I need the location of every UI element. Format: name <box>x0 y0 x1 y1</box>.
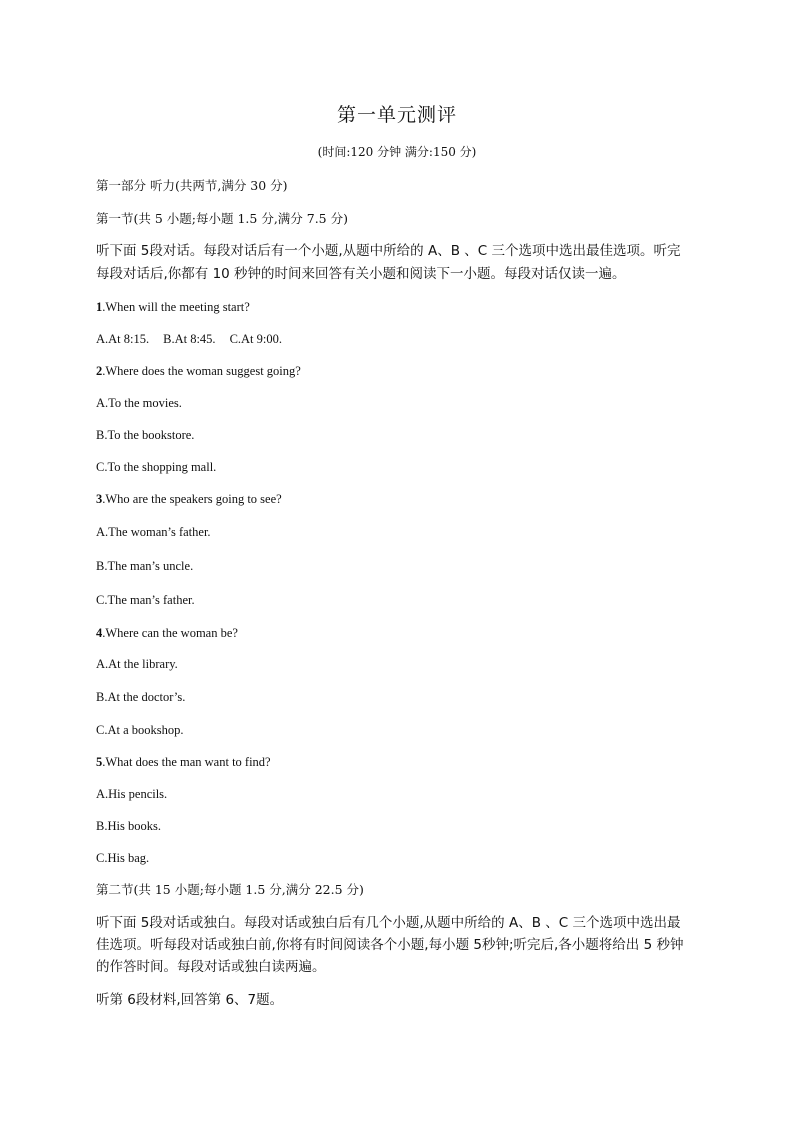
section-heading: 第二节(共 15 小题;每小题 1.5 分,满分 22.5 分) <box>96 882 364 897</box>
option-c: C.His bag. <box>96 851 150 865</box>
question-text: .When will the meeting start? <box>102 300 250 314</box>
option-c: C.At 9:00. <box>229 332 282 346</box>
section-instruction: 的作答时间。每段对话或独白读两遍。 <box>96 959 326 975</box>
question-stem <box>96 365 301 378</box>
material-prompt: 听第 6段材料,回答第 6、7题。 <box>96 992 284 1008</box>
section-instruction: 听下面 5段对话或独白。每段对话或独白后有几个小题,从题中所给的 A、B 、C 三个选项中选出最 <box>96 915 681 931</box>
question-stem <box>96 493 282 506</box>
part-heading: 第一部分 听力(共两节,满分 30 分) <box>96 178 288 193</box>
option-c: C.To the shopping mall. <box>96 460 217 474</box>
question-text: .Where can the woman be? <box>102 626 238 640</box>
option-c: C.At a bookshop. <box>96 723 184 737</box>
question-text: .Where does the woman suggest going? <box>102 364 301 378</box>
option-b: B.At 8:45. <box>163 332 216 346</box>
option-b: B.The man’s uncle. <box>96 559 194 573</box>
question-number: 3 <box>96 492 103 506</box>
page-title: 第一单元测评 <box>336 104 457 126</box>
option-c: C.The man’s father. <box>96 593 195 607</box>
question-stem <box>96 627 238 640</box>
option-a: A.At the library. <box>96 657 178 671</box>
question-stem <box>96 756 271 769</box>
section-heading: 第一节(共 5 小题;每小题 1.5 分,满分 7.5 分) <box>96 211 348 226</box>
exam-time-and-score: (时间:120 分钟 满分:150 分) <box>317 145 477 159</box>
question-number: 5 <box>96 755 103 769</box>
option-a: A.To the movies. <box>96 396 182 410</box>
question-number: 1 <box>96 300 103 314</box>
option-b: B.To the bookstore. <box>96 428 195 442</box>
question-number: 2 <box>96 364 103 378</box>
question-text: .Who are the speakers going to see? <box>102 492 282 506</box>
question-number: 4 <box>96 626 103 640</box>
question-stem <box>96 301 250 314</box>
question-text: .What does the man want to find? <box>102 755 271 769</box>
option-a: A.At 8:15. <box>96 332 150 346</box>
section-instruction: 每段对话后,你都有 10 秒钟的时间来回答有关小题和阅读下一小题。每段对话仅读一遍。 <box>96 266 626 282</box>
option-b: B.At the doctor’s. <box>96 690 186 704</box>
option-group <box>96 333 296 346</box>
option-b: B.His books. <box>96 819 161 833</box>
section-instruction: 佳选项。听每段对话或独白前,你将有时间阅读各个小题,每小题 5秒钟;听完后,各小题将给出 5 秒钟 <box>96 937 684 953</box>
section-instruction: 听下面 5段对话。每段对话后有一个小题,从题中所给的 A、B 、C 三个选项中选出最佳选项。听完 <box>96 243 681 259</box>
option-a: A.His pencils. <box>96 787 168 801</box>
option-a: A.The woman’s father. <box>96 525 211 539</box>
